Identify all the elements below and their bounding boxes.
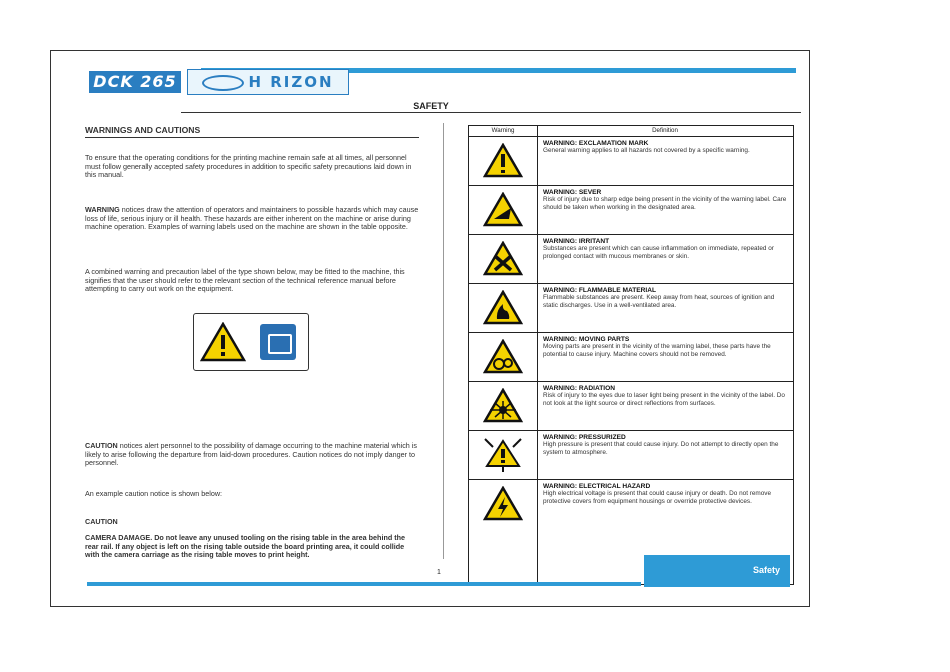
radiation-warning-icon xyxy=(483,388,523,423)
section-title: SAFETY xyxy=(413,101,449,111)
row-title: WARNING: EXCLAMATION MARK xyxy=(543,140,649,147)
row-title: WARNING: IRRITANT xyxy=(543,238,610,245)
caution-text: notices alert personnel to the possibility of damage occurring to the machine material which is likely to arise following the departure from laid-down procedures. Caution notices do not imply danger to personnel. xyxy=(85,441,417,468)
row-text: Risk of injury due to sharp edge being present in the vicinity of the warning label. Care should be taken when working in the designated area. xyxy=(543,196,787,211)
table-row xyxy=(469,333,793,382)
header-definition: Definition xyxy=(652,127,678,134)
caution-lead: CAUTION xyxy=(85,441,118,450)
row-text: Risk of injury to the eyes due to laser light being present in the vicinity of the label. Do not look at the light source or direct reflections from surfaces. xyxy=(543,392,785,407)
row-text: Moving parts are present in the vicinity of the warning label, these parts have the potential to cause injury. Machine covers should not be removed. xyxy=(543,343,771,358)
pressurized-warning-icon xyxy=(483,437,523,472)
row-text: High electrical voltage is present that could cause injury or death. Do not remove protective covers from equipment housings or override protective devices. xyxy=(543,490,772,505)
exclamation-warning-icon xyxy=(483,143,523,178)
refer-manual-icon xyxy=(260,324,296,360)
row-text: Flammable substances are present. Keep away from heat, sources of ignition and static discharges. Use in a well-ventilated area. xyxy=(543,294,775,309)
example-paragraph: An example caution notice is shown below: xyxy=(85,489,223,498)
row-title: WARNING: MOVING PARTS xyxy=(543,336,630,343)
table-row xyxy=(469,235,793,284)
combined-label-example xyxy=(193,313,309,371)
row-text: Substances are present which can cause inflammation on immediate, repeated or prolonged contact with mucous membranes or skin. xyxy=(543,245,774,260)
row-title: WARNING: FLAMMABLE MATERIAL xyxy=(543,287,657,294)
brand-name: H RIZON xyxy=(248,73,334,91)
warning-paragraph xyxy=(85,206,419,232)
irritant-warning-icon xyxy=(483,241,523,276)
table-row xyxy=(469,137,793,186)
flammable-warning-icon xyxy=(483,290,523,325)
table-row xyxy=(469,186,793,235)
intro-paragraph: To ensure that the operating conditions for the printing machine remain safe at all times, all personnel must follow generally accepted safety procedures in addition to specific safety precautions laid down in this manual. xyxy=(85,153,412,180)
row-title: WARNING: ELECTRICAL HAZARD xyxy=(543,483,651,490)
row-title: WARNING: RADIATION xyxy=(543,385,616,392)
table-row xyxy=(469,382,793,431)
sever-warning-icon xyxy=(483,192,523,227)
electrical-warning-icon xyxy=(483,486,523,521)
warning-text: notices draw the attention of operators and maintainers to possible hazards which may cause loss of life, serious injury or ill health. These hazards are either inherent on the machine or arise during machine operation. Examples of warning labels used on the machine are shown in the table opposite. xyxy=(85,205,419,232)
table-row xyxy=(469,431,793,480)
warning-triangle-icon xyxy=(200,322,246,362)
brand-swoosh-icon xyxy=(202,75,244,91)
row-text: General warning applies to all hazards not covered by a specific warning. xyxy=(543,147,750,155)
moving-parts-warning-icon xyxy=(483,339,523,374)
table-row xyxy=(469,284,793,333)
label-paragraph: A combined warning and precaution label of the type shown below, may be fitted to the machine, this signifies that the user should refer to the relevant section of the technical reference manual before attempting to carry out work on the equipment. xyxy=(85,267,405,294)
warning-table xyxy=(468,125,794,585)
left-column xyxy=(85,125,419,560)
section-heading: WARNINGS AND CAUTIONS xyxy=(85,126,419,138)
row-text: High pressure is present that could cause injury. Do not attempt to directly open the system to atmosphere. xyxy=(543,441,779,456)
header-rule xyxy=(181,112,801,113)
column-divider xyxy=(443,123,444,559)
product-logo: DCK 265 xyxy=(89,71,181,93)
caution-paragraph xyxy=(85,442,419,468)
section-tab xyxy=(644,555,790,587)
section-tab-label: Safety xyxy=(752,565,780,575)
row-title: WARNING: PRESSURIZED xyxy=(543,434,626,441)
row-title: WARNING: SEVER xyxy=(543,189,602,196)
page-number: 1 xyxy=(437,569,441,576)
brand-logo xyxy=(187,69,349,95)
table-row xyxy=(469,480,793,528)
caution-heading: CAUTION xyxy=(85,517,118,526)
header-warning: Warning xyxy=(491,127,515,134)
footer-accent-bar xyxy=(87,582,641,586)
caution-example: CAMERA DAMAGE. Do not leave any unused tooling on the rising table in the area behind the rear rail. If any object is left on the rising table outside the board printing area, it could collide with the camera carriage as the rising table moves to print height. xyxy=(85,533,406,560)
manual-page xyxy=(50,50,810,607)
warning-lead: WARNING xyxy=(85,205,120,214)
table-header xyxy=(469,126,793,137)
